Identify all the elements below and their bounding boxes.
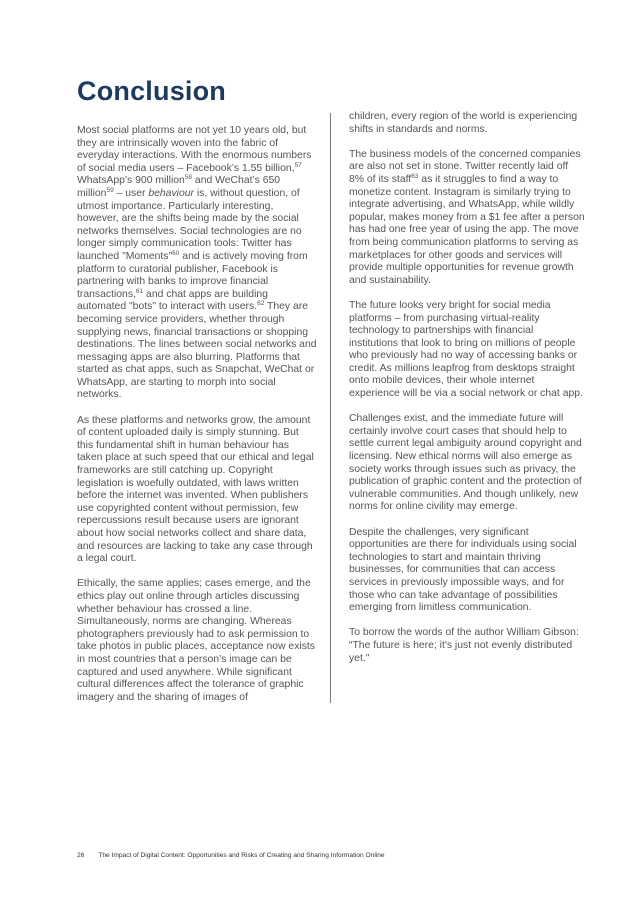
left-column (77, 125, 317, 717)
paragraph: Most social platforms are not yet 10 years old, but they are intrinsically woven into the fabric of everyday interactions. With the enormous numbers of social media users – Facebook’s 1.55 billion,$^{57}$ WhatsApp’s 900 million$^{58}$ and WeChat’s 650 million$^{59}$ – user behaviour is, without question, of utmost importance. Particularly interesting, however, are the shifts being made by the social networks themselves. Social technologies are no longer simply communication tools: Twitter has launched "Moments"$^{60}$ and is actively moving from platform to curatorial publisher, Facebook is partnering with banks to improve financial transactions,$^{61}$ and chat apps are building automated "bots" to interact with users.$^{62}$ They are becoming service providers, whether through supplying news, financial transactions or shopping destinations. The lines between social networks and messaging apps are also blurring. Platforms that started as chat apps, such as Snapchat, WeChat or WhatsApp, are starting to morph into social networks. (77, 125, 317, 401)
footnote-ref[interactable]: 61 (135, 287, 144, 295)
paragraph: As these platforms and networks grow, the amount of content uploaded daily is simply stunning. But this fundamental shift in human behaviour has taken place at such speed that our ethical and legal frameworks are still catching up. Copyright legislation is woefully outdated, with laws written before the internet was invented. When publishers use copyrighted content without permission, few repercussions result because users are ignorant about how social networks collect and share data, and resources are lacking to take any case through a legal court. (77, 414, 314, 565)
footnote-ref[interactable]: 58 (184, 174, 193, 182)
paragraph: To borrow the words of the author William Gibson: “The future is here; it's just not evenly distributed yet." (349, 627, 579, 664)
right-column (349, 111, 585, 678)
column-divider (330, 113, 331, 703)
paragraph: Ethically, the same applies; cases emerge, and the ethics play out online through articles discussing whether behaviour has crossed a line. Simultaneously, norms are changing. Whereas photographers previously had to ask permission to take photos in public places, acceptance now exists in most countries that a person’s image can be captured and used anywhere. While significant cultural differences affect the tolerance of graphic imagery and the sharing of images of (77, 578, 315, 703)
page-number: 26 (77, 852, 85, 859)
footnote-ref[interactable]: 60 (172, 249, 180, 257)
paragraph: The business models of the concerned companies are also not set in stone. Twitter recently laid off 8% of its staff$^{63}$ as it struggles to find a way to monetize content. Instagram is similarly trying to integrate advertising, and WhatsApp, while wildly popular, makes money from a $1 fee after a person has had one free year of using the app. The move from being communication platforms to serving as marketplaces for other goods and services will provide multiple opportunities for revenue growth and sustainability. (349, 148, 585, 286)
footnote-ref[interactable]: 59 (106, 186, 114, 194)
paragraph: Challenges exist, and the immediate future will certainly involve court cases that should help to settle current legal ambiguity around copyright and licensing. New ethical norms will also emerge as society works through issues such as privacy, the publication of graphic content and the protection of vulnerable communities. And though unlikely, new norms for online civility may emerge. (349, 413, 582, 513)
footnote-ref[interactable]: 57 (294, 161, 302, 169)
page-footer (77, 852, 385, 859)
footnote-ref[interactable]: 62 (257, 300, 265, 308)
paragraph: children, every region of the world is experiencing shifts in standards and norms. (349, 111, 578, 135)
page-title: Conclusion (77, 76, 226, 106)
footnote-ref[interactable]: 63 (411, 172, 419, 180)
paragraph: The future looks very bright for social media platforms – from purchasing virtual-reality technology to partnerships with financial institutions that look to bring on millions of people who previously had no way of accessing banks or credit. As millions leapfrog from desktops straight onto mobile devices, their whole internet experience will be via a social network or chat app. (349, 299, 583, 400)
running-title: The Impact of Digital Content: Opportunities and Risks of Creating and Sharing Information Online (98, 852, 385, 859)
paragraph: Despite the challenges, very significant opportunities are there for individuals using social technologies to start and maintain thriving businesses, for communities that can access services in previously impossible ways, and for those who can take advantage of possibilities emerging from limitless communication. (349, 526, 577, 614)
